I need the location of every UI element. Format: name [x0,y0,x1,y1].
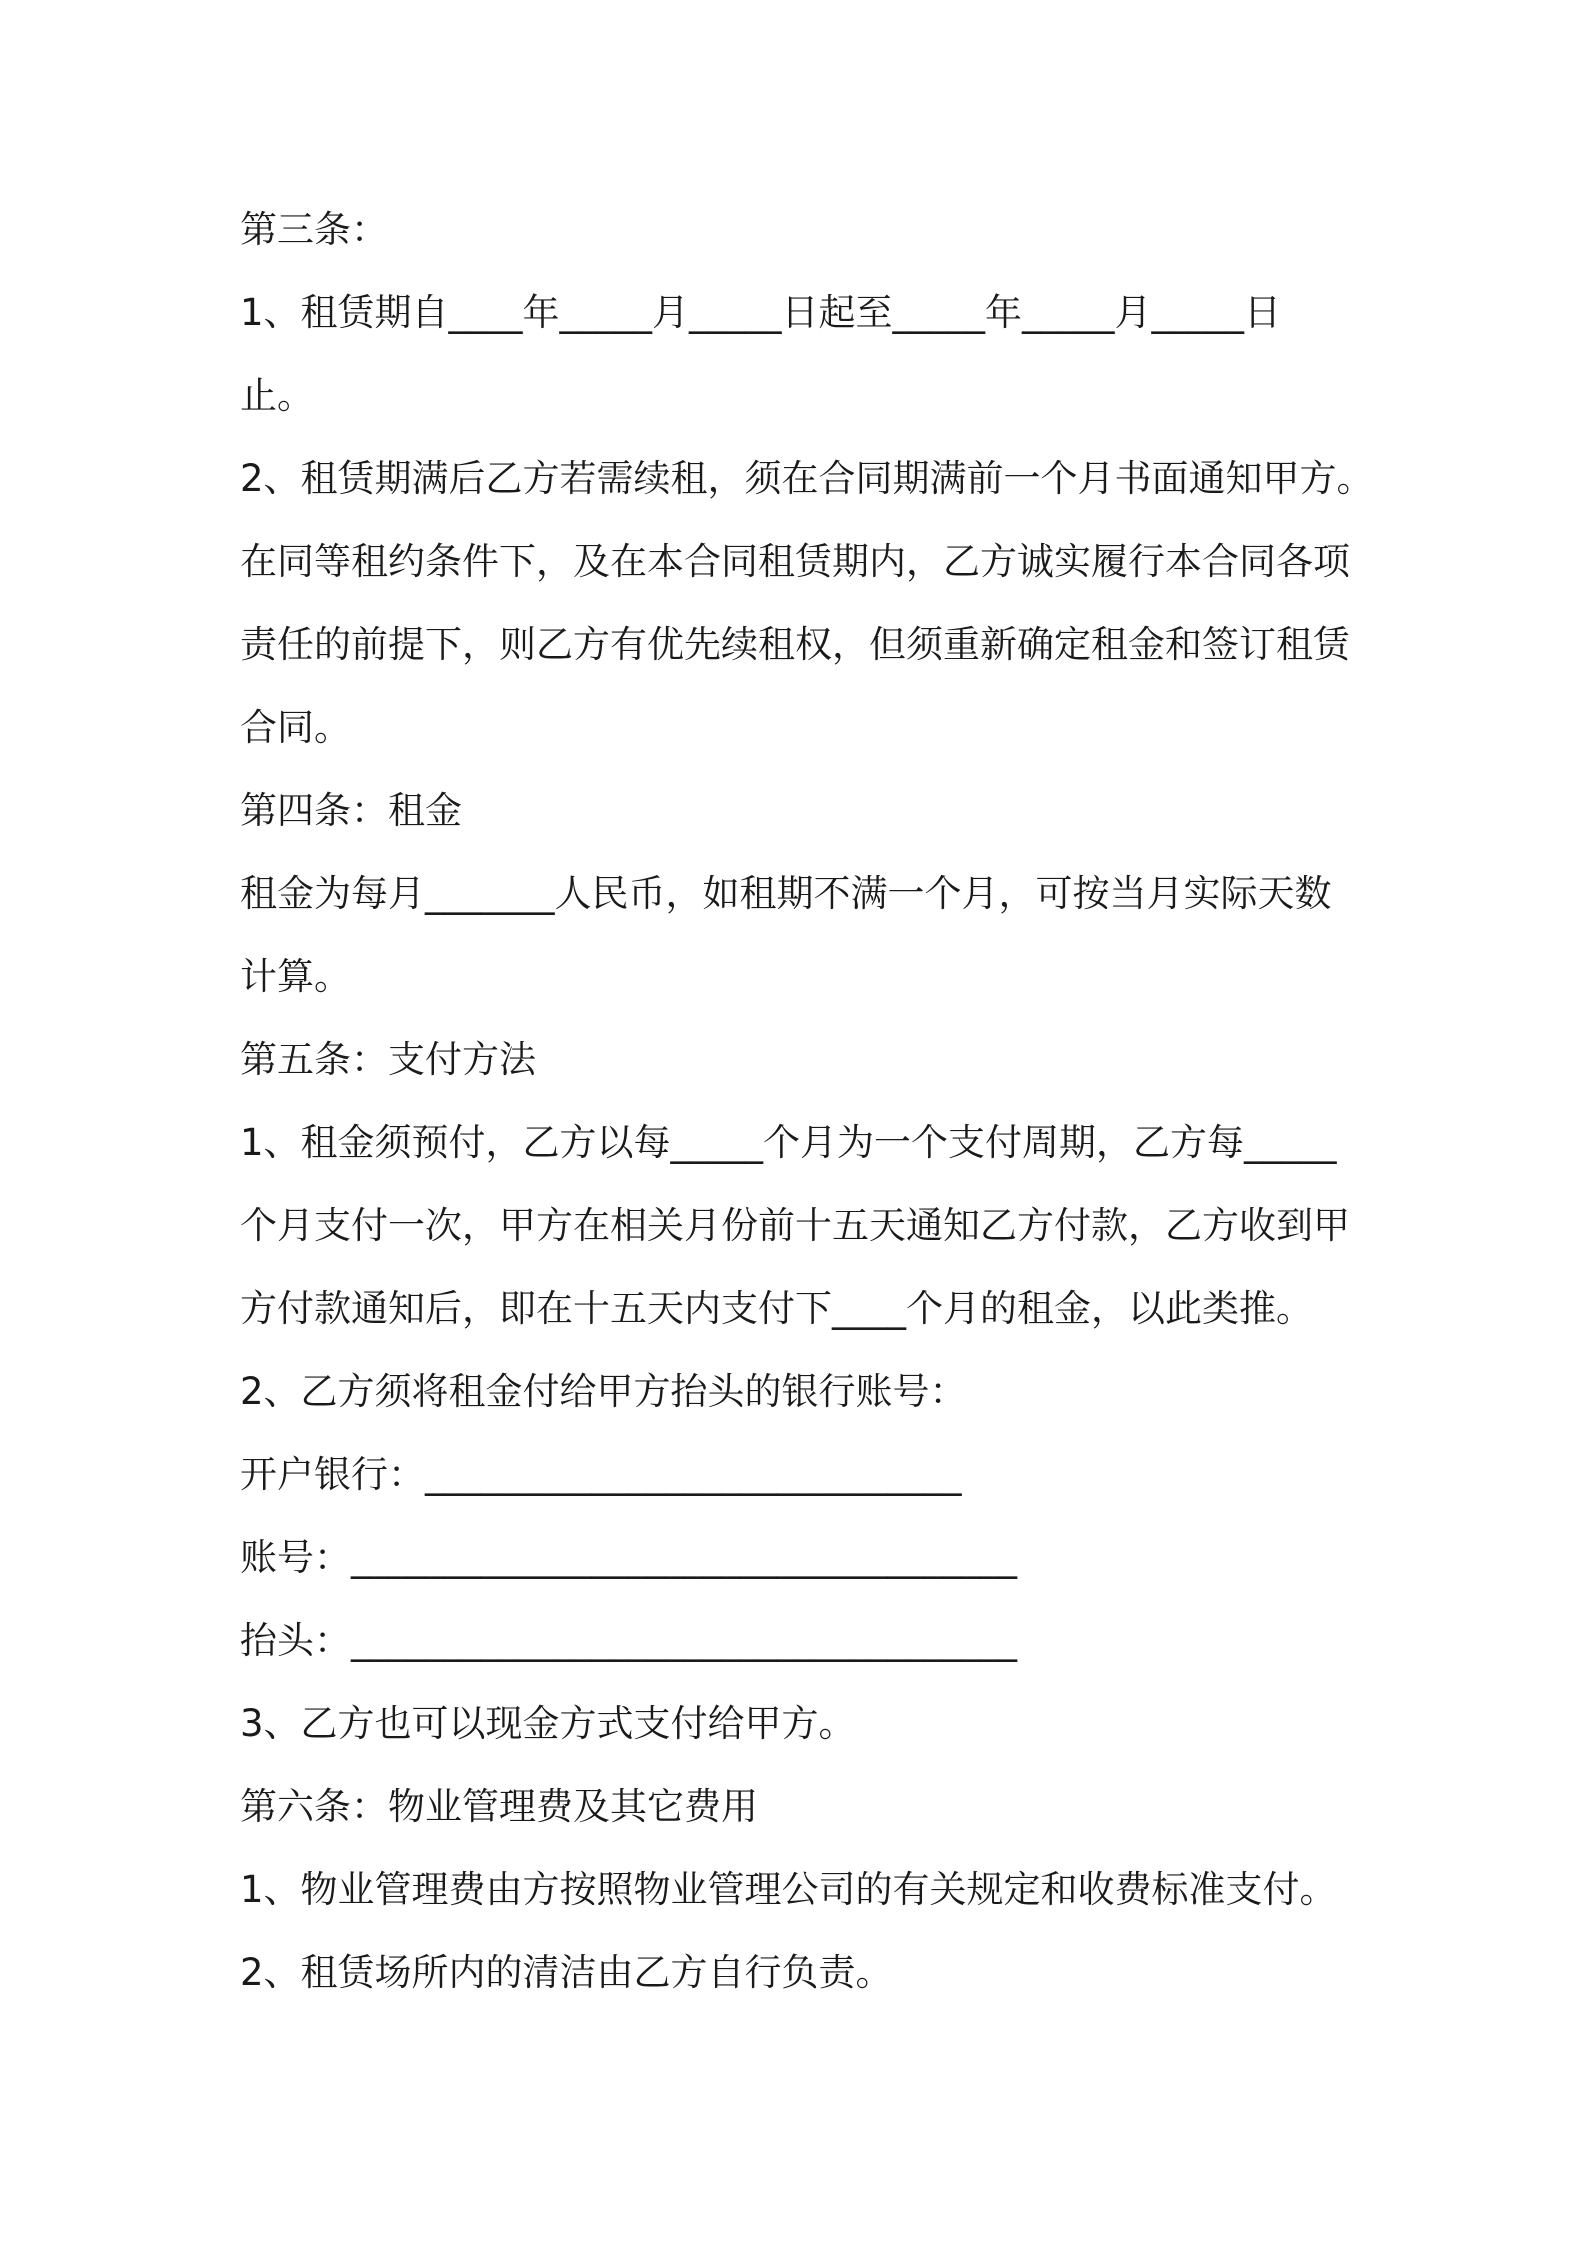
rent-line-1: 租金为每月_______人民币，如租期不满一个月，可按当月实际天数 [240,872,1332,915]
cash-payment-line: 3、乙方也可以现金方式支付给甲方。 [240,1702,856,1745]
article-4-heading: 第四条：租金 [240,789,462,832]
bank-account-intro: 2、乙方须将租金付给甲方抬头的银行账号： [240,1370,967,1413]
article-5-heading: 第五条：支付方法 [240,1038,536,1081]
article-3-heading: 第三条： [240,208,388,251]
rent-line-2: 计算。 [240,955,351,998]
lease-term-line-2: 止。 [240,374,314,417]
account-number-line: 账号：____________________________________ [240,1536,1017,1579]
renewal-line-1: 2、租赁期满后乙方若需续租，须在合同期满前一个月书面通知甲方。 [240,457,1374,500]
renewal-line-4: 合同。 [240,706,351,749]
payment-line-3: 方付款通知后，即在十五天内支付下____个月的租金，以此类推。 [240,1287,1313,1330]
renewal-line-2: 在同等租约条件下，及在本合同租赁期内，乙方诚实履行本合同各项 [240,540,1350,583]
account-holder-line: 抬头：____________________________________ [240,1619,1017,1662]
payment-line-2: 个月支付一次，甲方在相关月份前十五天通知乙方付款，乙方收到甲 [240,1204,1350,1247]
lease-term-line-1: 1、租赁期自____年_____月_____日起至_____年_____月_____日 [240,291,1282,334]
article-6-heading: 第六条：物业管理费及其它费用 [240,1785,758,1828]
payment-line-1: 1、租金须预付，乙方以每_____个月为一个支付周期，乙方每_____ [240,1121,1337,1164]
bank-name-line: 开户银行：_____________________________ [240,1453,962,1496]
renewal-line-3: 责任的前提下，则乙方有优先续租权，但须重新确定租金和签订租赁 [240,623,1350,666]
cleaning-line: 2、租赁场所内的清洁由乙方自行负责。 [240,1951,893,1994]
management-fee-line: 1、物业管理费由方按照物业管理公司的有关规定和收费标准支付。 [240,1868,1337,1911]
